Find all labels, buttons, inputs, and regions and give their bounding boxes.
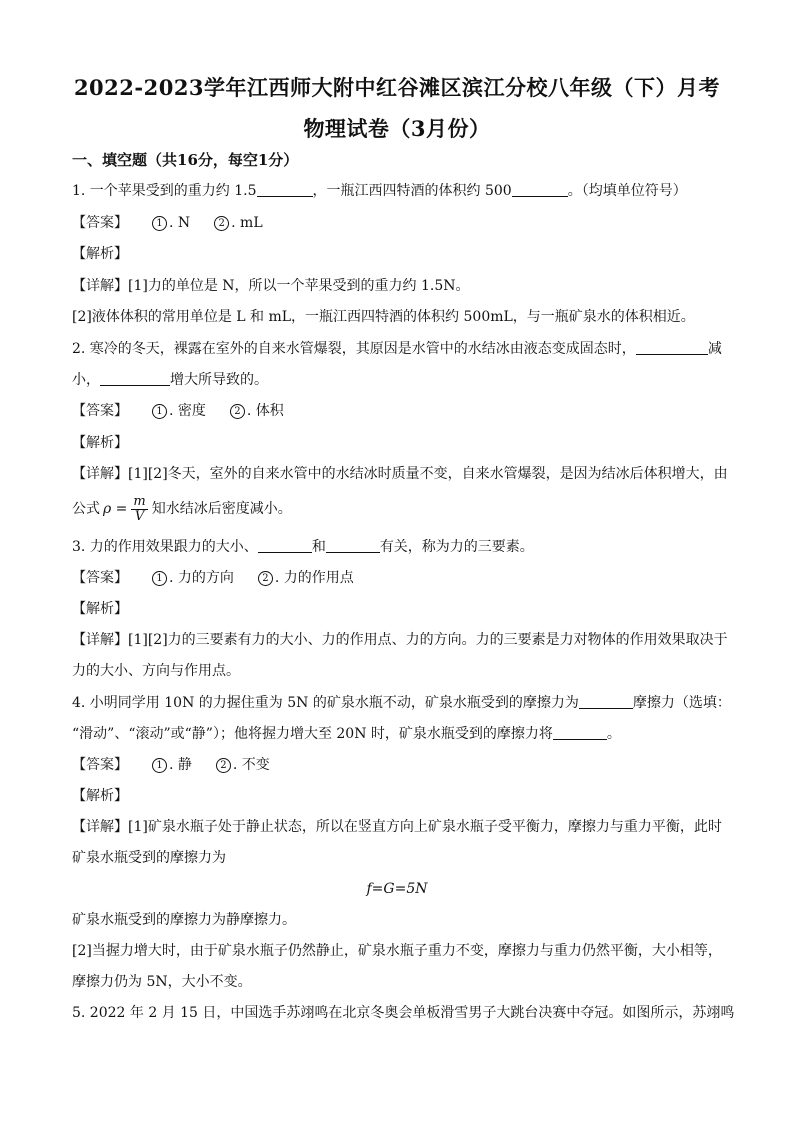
question-1-detail: 【详解】[1]力的单位是 N，所以一个苹果受到的重力约 1.5N。: [72, 278, 470, 294]
question-1-answer: 【答案】 1 . N 2 . mL: [72, 215, 263, 231]
question-2-stem-2: 小， 增大所导致的。: [72, 372, 268, 388]
question-2-formula-line: 公式 ρ = $\frac{m}{V}$ 知水结冰后密度减小。: [72, 493, 292, 524]
density-formula: $\frac{m}{V}$: [133, 493, 146, 524]
question-3-detail: 【详解】[1][2]力的三要素有力的大小、力的作用点、力的方向。力的三要素是力对物体的作用效果取决于: [72, 632, 728, 648]
question-1-detail-2: [2]液体体积的常用单位是 L 和 mL，一瓶江西四特酒的体积约 500mL，与一瓶矿泉水的体积相近。: [72, 309, 695, 325]
exam-title-line2: 物理试卷（3月份）: [303, 116, 491, 141]
question-4-detail-5: 摩擦力仍为 5N，大小不变。: [72, 974, 252, 990]
question-3-stem: 3. 力的作用效果跟力的大小、 和 有关，称为力的三要素。: [72, 539, 534, 555]
question-4-detail-3: 矿泉水瓶受到的摩擦力为静摩擦力。: [72, 912, 296, 928]
question-3-detail-2: 力的大小、方向与作用点。: [72, 663, 240, 679]
question-2-stem: 2. 寒冷的冬天，裸露在室外的自来水管爆裂，其原因是水管中的水结冰由液态变成固态时， 减: [72, 341, 722, 357]
question-2-detail: 【详解】[1][2]冬天，室外的自来水管中的水结冰时质量不变，自来水管爆裂，是因为结冰后体积增大，由: [72, 466, 728, 482]
section-heading: 一、填空题（共16分，每空1分）: [72, 151, 299, 169]
question-4-stem-2: “滑动”、“滚动”或“静”）；他将握力增大至 20N 时，矿泉水瓶受到的摩擦力将 。: [72, 726, 621, 742]
question-4-detail-4: [2]当握力增大时，由于矿泉水瓶子仍然静止，矿泉水瓶子重力不变，摩擦力与重力仍然平衡，大小相等，: [72, 943, 722, 959]
question-4-stem: 4. 小明同学用 10N 的力握住重为 5N 的矿泉水瓶不动，矿泉水瓶受到的摩擦力为 摩擦力（选填：: [72, 695, 731, 711]
question-2-answer: 【答案】 1 . 密度 2 . 体积: [72, 403, 284, 419]
question-3-analysis-label: 【解析】: [72, 601, 128, 617]
question-1-stem: 1. 一个苹果受到的重力约 1.5 ，一瓶江西四特酒的体积约 500 。（均填单位符号）: [72, 183, 687, 199]
exam-title-line1: 2022-2023学年江西师大附中红谷滩区滨江分校八年级（下）月考: [73, 75, 721, 100]
question-5-stem: 5. 2022 年 2 月 15 日，中国选手苏翊鸣在北京冬奥会单板滑雪男子大跳台决赛中夺冠。如图所示，苏翊鸣: [72, 1005, 735, 1021]
question-1-analysis-label: 【解析】: [72, 246, 128, 262]
question-3-answer: 【答案】 1 . 力的方向 2 . 力的作用点: [72, 570, 354, 586]
question-2-analysis-label: 【解析】: [72, 435, 128, 451]
friction-equation: f=G=5N: [366, 881, 428, 897]
question-4-analysis-label: 【解析】: [72, 788, 128, 804]
question-4-detail-2: 矿泉水瓶受到的摩擦力为: [72, 850, 226, 866]
question-4-detail: 【详解】[1]矿泉水瓶子处于静止状态，所以在竖直方向上矿泉水瓶子受平衡力，摩擦力与重力平衡，此时: [72, 819, 722, 835]
question-4-answer: 【答案】 1 . 静 2 . 不变: [72, 757, 270, 773]
